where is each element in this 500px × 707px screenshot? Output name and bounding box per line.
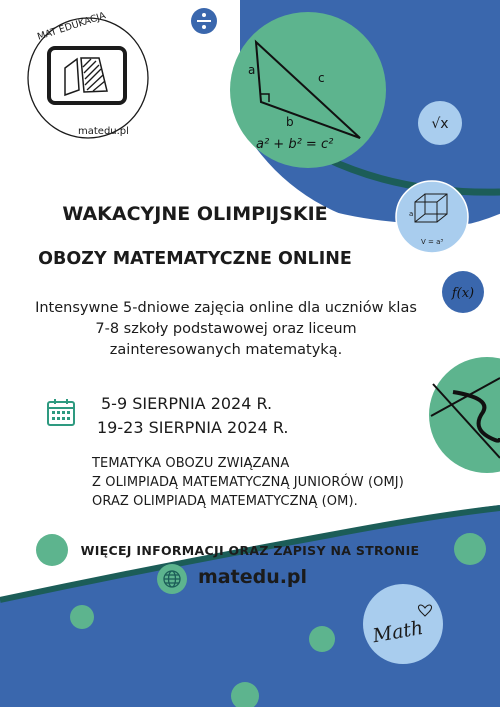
sqrt-icon: √x <box>431 116 449 132</box>
divide-icon <box>189 6 219 36</box>
math-script-text: Math <box>371 616 425 648</box>
title-line-2: OBOZY MATEMATYCZNE ONLINE <box>38 249 352 269</box>
topic-line-3: ORAZ OLIMPIADĄ MATEMATYCZNĄ (OM). <box>92 494 358 509</box>
cube-a-label: a <box>409 210 414 218</box>
triangle-b-label: b <box>286 115 294 129</box>
website-link[interactable]: matedu.pl <box>198 566 308 588</box>
intro-paragraph <box>20 298 432 361</box>
calendar-icon <box>46 397 76 427</box>
sqrt-bubble <box>417 100 463 146</box>
title-line-1: WAKACYJNE OLIMPIJSKIE <box>62 203 328 225</box>
triangle-c-label: c <box>318 71 325 85</box>
triangle-a-label: a <box>248 63 256 77</box>
triangle-bubble <box>228 10 388 170</box>
bottom-small-circle-4 <box>309 626 335 652</box>
logo-arc-text: MAT EDUKACJA <box>36 10 108 43</box>
pythagoras-formula: a² + b² = c² <box>256 137 334 152</box>
topic-line-1: TEMATYKA OBOZU ZWIĄZANA <box>92 456 290 471</box>
logo-domain: matedu.pl <box>78 126 129 137</box>
date-2: 19-23 SIERPNIA 2024 R. <box>97 418 289 437</box>
globe-icon <box>157 564 187 594</box>
more-info-text: WIĘCEJ INFORMACJI ORAZ ZAPISY NA STRONIE <box>80 543 420 558</box>
graph-bubble <box>425 356 500 474</box>
bottom-small-circle-3 <box>70 605 94 629</box>
math-bubble <box>361 582 445 666</box>
intro-line-1: Intensywne 5-dniowe zajęcia online dla uczniów klas <box>35 300 417 316</box>
camp-dates <box>97 392 288 440</box>
date-1: 5-9 SIERPNIA 2024 R. <box>101 394 273 413</box>
topic-text <box>92 454 404 511</box>
intro-line-2: 7-8 szkoły podstawowej oraz liceum <box>95 321 357 337</box>
cube-volume-label: V = a³ <box>421 238 444 246</box>
cube-bubble <box>395 180 469 254</box>
intro-line-3: zainteresowanych matematyką. <box>109 342 343 358</box>
function-icon: f(x) <box>451 286 475 301</box>
topic-line-2: Z OLIMPIADĄ MATEMATYCZNĄ JUNIORÓW (OMJ) <box>92 475 404 490</box>
function-bubble <box>441 270 485 314</box>
